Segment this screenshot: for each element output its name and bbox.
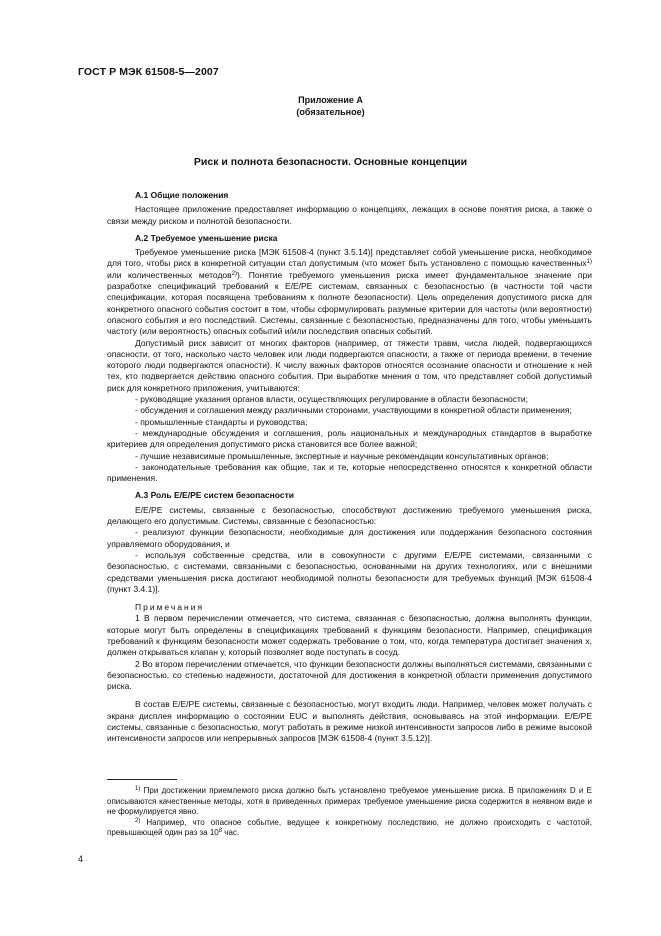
footnote-2-mark: 2)	[135, 817, 141, 824]
page-number: 4	[78, 854, 84, 864]
section-a1-heading: А.1 Общие положения	[135, 190, 229, 200]
paragraph-text: или количественных методов	[107, 269, 232, 280]
list-item: - промышленные стандарты и руководства;	[135, 416, 308, 427]
list-item: - используя собственные средства, или в совокупности с другими Е/Е/РЕ системами, связанными с безопасностью, с системами, связанными с безопасностью, основанными на других технологиях, или с внешними средствами уменьшения риска достигают необходимой полноты безопасности для требуемых функций [МЭК 61508-4 (пункт 3.4.1)].	[107, 549, 592, 594]
footnote-1-mark: 1)	[135, 786, 141, 792]
footnote-1	[107, 786, 592, 818]
footnote-ref-2: 2)	[231, 270, 237, 277]
section-a2-heading: А.2 Требуемое уменьшение риска	[135, 232, 278, 243]
list-item: - реализуют функции безопасности, необходимые для достижения или поддержания безопасного состояния управляемого оборудования, и	[107, 527, 592, 549]
footnote-2-text: Например, что опасное событие, ведущее к конкретному последствию, не должно происходить с частотой, превышающей один раз за 10	[107, 817, 592, 838]
footnote-2	[107, 818, 592, 839]
footnote-2-exponent: 8	[218, 828, 223, 835]
list-item: - обсуждения и соглашения между различными сторонами, участвующими в конкретной области применения;	[135, 405, 572, 416]
paragraph-text: Требуемое уменьшение риска [МЭК 61508-4 (пункт 3.5.14)] представляет собой уменьшение риска, необходимое для того, чтобы риск в конкретной ситуации стал допустимым (что может быть установлено с помощью качественных	[107, 247, 592, 269]
annex-title: Риск и полнота безопасности. Основные концепции	[193, 156, 468, 168]
list-item: - руководящие указания органов власти, осуществляющих регулирование в области безопасности;	[135, 394, 528, 405]
notes-header: Примечания	[135, 602, 205, 613]
annex-status: (обязательное)	[296, 107, 365, 117]
footnote-separator	[107, 779, 177, 780]
paragraph: Настоящее приложение предоставляет информацию о концепциях, лежащих в основе понятия риска, а также о связи между риском и полнотой безопасности.	[107, 204, 592, 226]
footnote-2-text-end: час.	[222, 828, 240, 838]
footnotes	[107, 786, 592, 839]
list-item: - международные обсуждения и соглашения, роль национальных и международных стандартов в выработке критериев для определения допустимого риска становится все более важной;	[107, 427, 592, 450]
list-item: - законодательные требования как общие, так и те, которые непосредственно относятся к конкретной области применения.	[107, 461, 592, 484]
annex-label: Приложение А	[298, 95, 363, 105]
annex-body	[107, 190, 592, 745]
paragraph: Е/Е/РЕ системы, связанные с безопасностью, способствуют достижению требуемого уменьшения риска, делающего его допустимым. Системы, связанные с безопасностью:	[107, 504, 592, 527]
note-item: 2 Во втором перечислении отмечается, что функции безопасности должны выполняться системами, связанными с безопасностью, со степенью надежности, достаточной для достижения в конкретной области применения допустимого риска.	[107, 658, 592, 692]
footnote-1-text: При достижении приемлемого риска должно быть установлено требуемое уменьшение риска. В приложениях D и E описываются качественные методы, хотя в приведенных примерах требуемое уменьшение риска содержится в неявном виде и не формулируется явно.	[107, 786, 592, 817]
paragraph: Допустимый риск зависит от многих факторов (например, от тяжести травм, числа людей, подвергающихся опасности, от того, насколько часто человек или люди подвергаются опасности, а также от периода времени, в течение которого люди подвергаются опасности). К числу важных факторов относятся осознание опасности и отношение к ней тех, кто подвергается действию опасного события. При выработке мнения о том, что представляет собой допустимый риск для конкретного приложения, учитываются:	[107, 337, 592, 393]
standard-header: ГОСТ Р МЭК 61508-5—2007	[78, 66, 219, 78]
section-a3-heading: А.3 Роль Е/Е/РЕ систем безопасности	[135, 490, 294, 501]
paragraph	[107, 247, 592, 337]
paragraph-text: ). Понятие требуемого уменьшения риска имеет фундаментальное значение при разработке спецификаций требований к Е/Е/РЕ системам, связанных с безопасностью (в частности той части спецификации, которая посвящена требованиям к полноте безопасности). Цель определения допустимого риска для конкретного опасного события состоит в том, чтобы сформулировать разумные критерии для частоты (или вероятности) опасного события и его последствий. Системы, связанные с безопасностью, предназначены для того, чтобы уменьшить частоту (или вероятность) опасных событий и/или последствия опасных событий.	[107, 269, 592, 337]
paragraph: В состав Е/Е/РЕ системы, связанные с безопасностью, могут входить люди. Например, человек может получать с экрана дисплея информацию о состоянии EUC и выполнять действия, основываясь на этой информации. Е/Е/РЕ системы, связанные с безопасностью, могут работать в режиме низкой интенсивности запросов либо в режиме высокой интенсивности запросов или непрерывных запросов [МЭК 61508-4 (пункт 3.5.12)].	[107, 699, 592, 744]
list-item: - лучшие независимые промышленные, экспертные и научные рекомендации консультативных органов;	[135, 450, 549, 461]
footnote-ref-1: 1)	[586, 259, 592, 266]
note-item: 1 В первом перечислении отмечается, что система, связанная с безопасностью, должна выполнять функции, которые могут быть определены в спецификациях требований к функциям безопасности. Например, спецификация требований к функциям безопасности может содержать требование о том, что, когда температура достигает значения x, должен открываться клапан y, который позволяет воде поступать в сосуд.	[107, 613, 592, 658]
